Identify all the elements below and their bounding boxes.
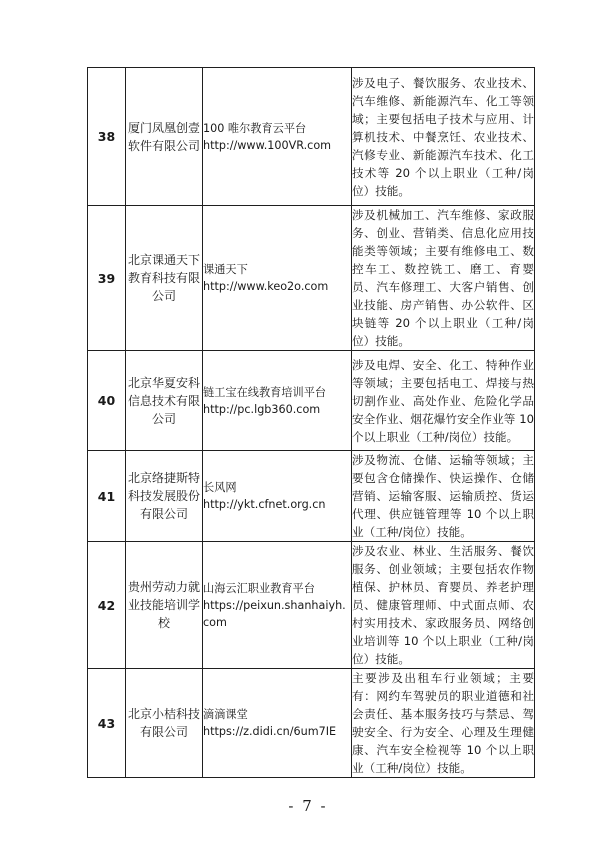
row-number: 38 — [88, 68, 126, 206]
platform-cell — [203, 669, 352, 778]
platform-cell — [203, 206, 352, 351]
platform-name: 长风网 — [203, 481, 237, 494]
organization-name: 贵州劳动力就业技能培训学校 — [126, 542, 203, 669]
organization-name: 厦门凤凰创壹软件有限公司 — [126, 68, 203, 206]
skills-description: 涉及机械加工、汽车维修、家政服务、创业、营销类、信息化应用技能类等领域；主要有维修电工、数控车工、数控铣工、磨工、育婴员、汽车修理工、大客户销售、创业技能、房产销售、办公软件、区块链等 20 个以上职业（工种/岗位）技能。 — [352, 206, 535, 351]
platform-name: 滴滴课堂 — [203, 708, 248, 721]
skills-description: 涉及电子、餐饮服务、农业技术、汽车维修、新能源汽车、化工等领域；主要包括电子技术与应用、计算机技术、中餐烹饪、农业技术、汽修专业、新能源汽车技术、化工技术等 20 个以上职业（工种/岗位）技能。 — [352, 68, 535, 206]
platform-url: http://www.100VR.com — [203, 138, 332, 152]
row-number: 41 — [88, 451, 126, 542]
table-row — [88, 669, 535, 778]
row-number: 39 — [88, 206, 126, 351]
row-number: 42 — [88, 542, 126, 669]
platform-name: 链工宝在线教育培训平台 — [203, 385, 327, 399]
platform-cell — [203, 68, 352, 206]
platform-name: 课通天下 — [203, 263, 248, 276]
table-row — [88, 451, 535, 542]
platform-name: 100 唯尔教育云平台 — [203, 121, 307, 135]
platform-url: https://peixun.shanhaiyh.com — [203, 598, 346, 629]
row-number: 40 — [88, 351, 126, 451]
platform-cell — [203, 351, 352, 451]
page-number: - 7 - — [288, 797, 328, 815]
table-row — [88, 542, 535, 669]
platform-url: http://ykt.cfnet.org.cn — [203, 498, 326, 511]
platform-cell — [203, 451, 352, 542]
platform-name: 山海云汇职业教育平台 — [203, 581, 315, 595]
table-row — [88, 351, 535, 451]
organization-name: 北京络捷斯特科技发展股份有限公司 — [126, 451, 203, 542]
organization-name: 北京小桔科技有限公司 — [126, 669, 203, 778]
table-row — [88, 206, 535, 351]
skills-description: 涉及物流、仓储、运输等领域；主要包含仓储操作、快运操作、仓储营销、运输客服、运输质控、货运代理、供应链管理等 10 个以上职业（工种/岗位）技能。 — [352, 451, 535, 542]
platform-url: https://z.didi.cn/6um7IE — [203, 725, 337, 738]
organization-name: 北京课通天下教育科技有限公司 — [126, 206, 203, 351]
platform-cell — [203, 542, 352, 669]
platform-url: http://www.keo2o.com — [203, 280, 329, 293]
platform-table — [87, 67, 535, 778]
organization-name: 北京华夏安科信息技术有限公司 — [126, 351, 203, 451]
table-row — [88, 68, 535, 206]
skills-description: 涉及农业、林业、生活服务、餐饮服务、创业领域；主要包括农作物植保、护林员、育婴员、养老护理员、健康管理师、中式面点师、农村实用技术、家政服务员、网络创业培训等 10 个以上职业（工种/岗位）技能。 — [352, 542, 535, 669]
skills-description: 主要涉及出租车行业领域；主要有：网约车驾驶员的职业道德和社会责任、基本服务技巧与禁忌、驾驶安全、行为安全、心理及生理健康、汽车安全检视等 10 个以上职业（工种/岗位）技能。 — [352, 669, 535, 778]
skills-description: 涉及电焊、安全、化工、特种作业等领域；主要包括电工、焊接与热切割作业、高处作业、危险化学品安全作业、烟花爆竹安全作业等 10 个以上职业（工种/岗位）技能。 — [352, 351, 535, 451]
row-number: 43 — [88, 669, 126, 778]
platform-url: http://pc.lgb360.com — [203, 402, 321, 416]
